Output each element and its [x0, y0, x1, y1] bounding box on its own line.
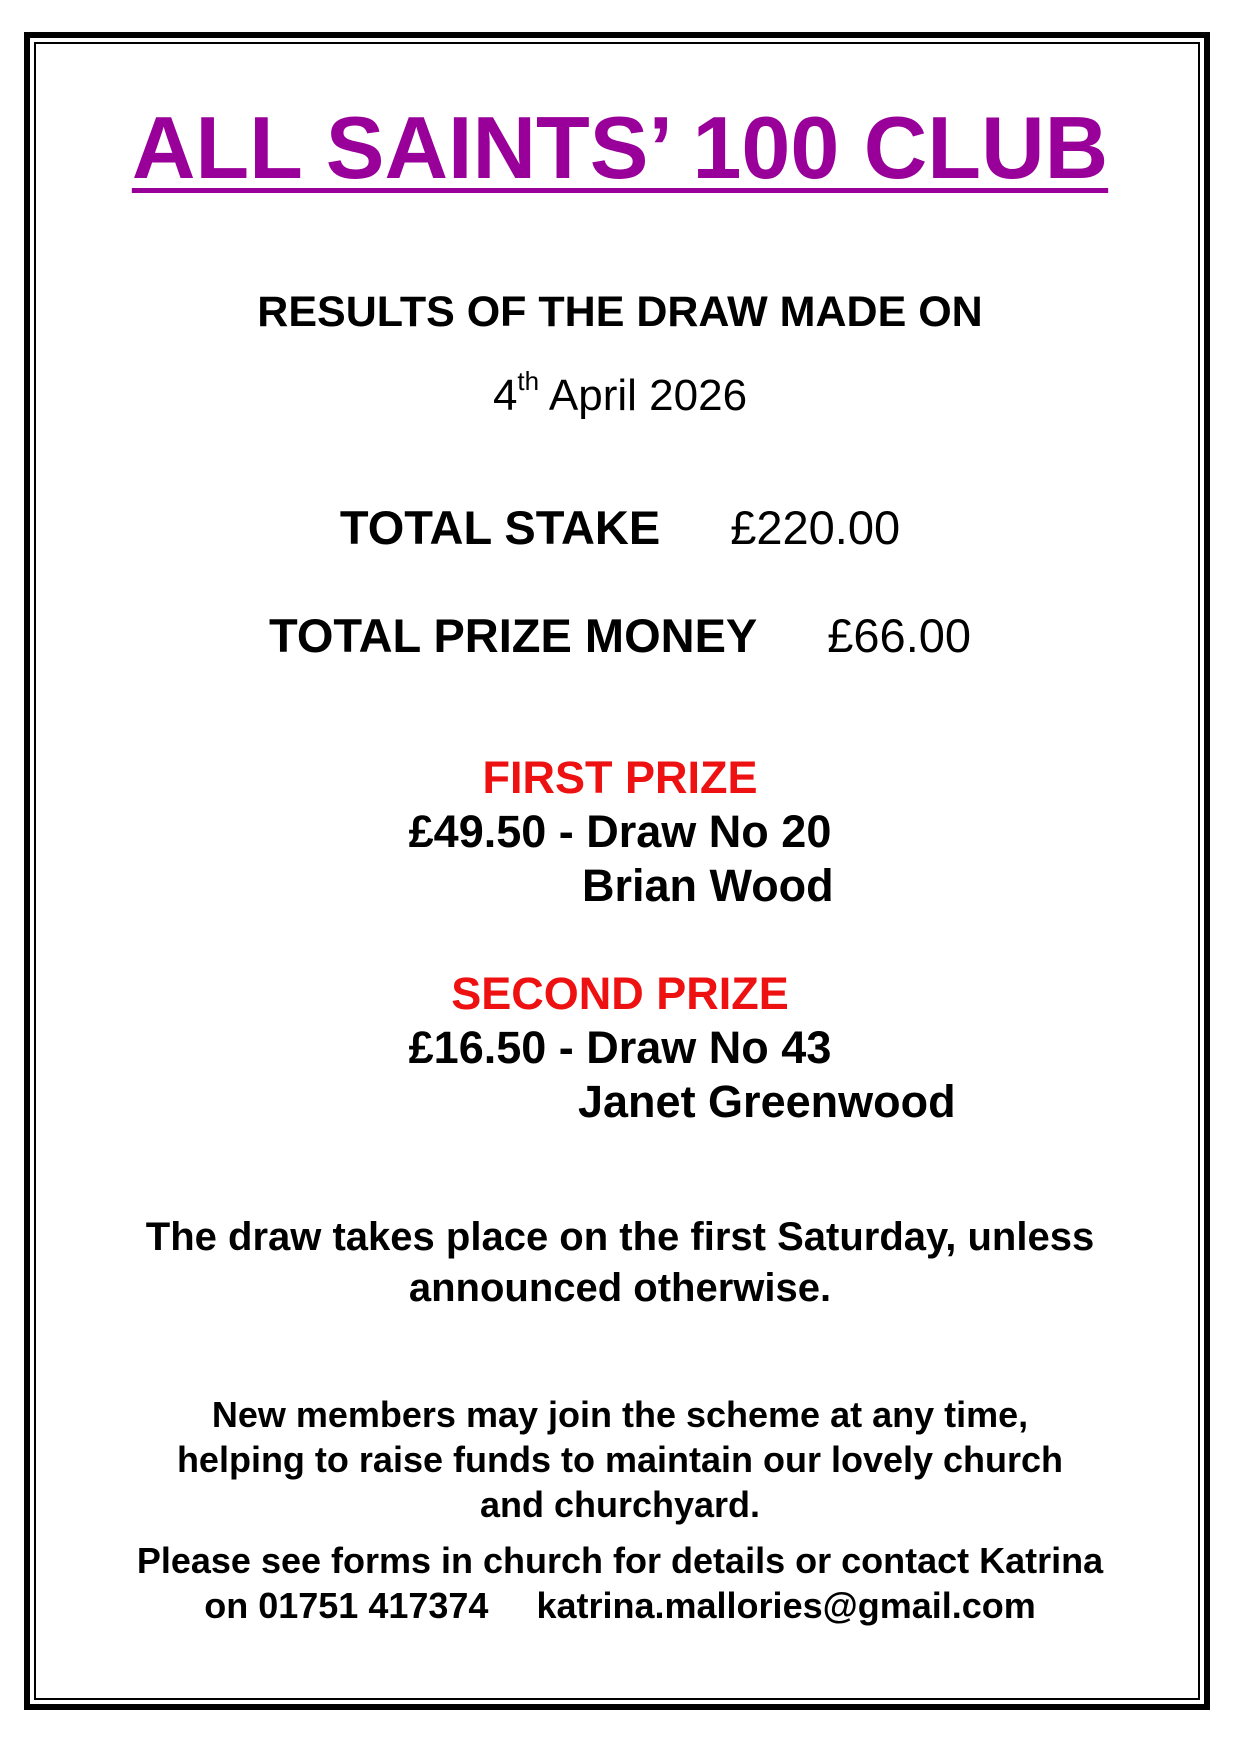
new-members-note-line: and churchyard. [479, 1484, 761, 1525]
first-prize-detail: £49.50 - Draw No 20 [408, 806, 832, 857]
draw-schedule-note-line: The draw takes place on the first Saturday, unless [145, 1215, 1095, 1259]
draw-date [0, 366, 1240, 421]
second-prize-winner: Janet Greenwood [578, 1076, 956, 1127]
contact-details [0, 1583, 1240, 1628]
draw-subtitle: RESULTS OF THE DRAW MADE ON [257, 288, 983, 336]
contact-line: Please see forms in church for details or contact Katrina [136, 1540, 1104, 1581]
draw-date-suffix: th [517, 366, 540, 396]
second-prize-detail: £16.50 - Draw No 43 [408, 1022, 832, 1073]
second-prize-heading: SECOND PRIZE [451, 968, 789, 1019]
new-members-note-line: helping to raise funds to maintain our lovely church [176, 1439, 1064, 1480]
new-members-note [0, 1392, 1240, 1527]
contact-info [0, 1538, 1240, 1628]
total-prize-money-row [0, 608, 1240, 663]
total-prize-money-label: TOTAL PRIZE MONEY [268, 609, 758, 662]
total-stake-value: £220.00 [730, 501, 901, 554]
first-prize-heading: FIRST PRIZE [482, 752, 758, 803]
draw-schedule-note [0, 1212, 1240, 1314]
poster-title-block [0, 98, 1240, 197]
contact-email[interactable]: katrina.mallories@gmail.com [536, 1585, 1036, 1626]
total-stake-row [0, 500, 1240, 555]
contact-phone: on 01751 417374 [204, 1585, 489, 1626]
poster-title: ALL SAINTS’ 100 CLUB [131, 98, 1109, 197]
total-prize-money-value: £66.00 [827, 609, 972, 662]
draw-date-rest: April 2026 [539, 371, 748, 420]
draw-schedule-note-line: announced otherwise. [408, 1266, 832, 1310]
first-prize-winner: Brian Wood [582, 860, 834, 911]
total-stake-label: TOTAL STAKE [339, 501, 661, 554]
new-members-note-line: New members may join the scheme at any time, [211, 1394, 1029, 1435]
draw-date-day: 4 [492, 371, 518, 420]
